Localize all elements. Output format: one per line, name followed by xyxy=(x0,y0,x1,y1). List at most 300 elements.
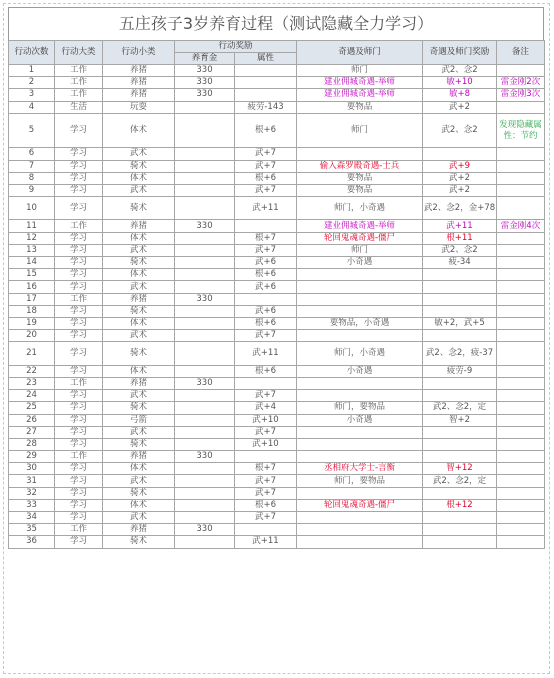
table-row xyxy=(9,317,545,329)
cell-encounter: 要物品，小奇遇 xyxy=(297,317,423,329)
cell-count: 1 xyxy=(9,65,55,77)
cell-category: 工作 xyxy=(55,220,103,232)
cell-subcategory: 骑术 xyxy=(103,257,175,269)
sheet-title: 五庄孩子3岁养育过程（测试隐藏全力学习） xyxy=(8,7,544,40)
table-row xyxy=(9,524,545,536)
cell-category: 学习 xyxy=(55,197,103,220)
cell-note xyxy=(497,281,545,293)
cell-count: 20 xyxy=(9,330,55,342)
cell-note xyxy=(497,330,545,342)
cell-count: 33 xyxy=(9,499,55,511)
cell-note: 发现隐藏属性：节约 xyxy=(497,113,545,148)
table-row xyxy=(9,172,545,184)
table-row xyxy=(9,160,545,172)
cell-subcategory: 体术 xyxy=(103,269,175,281)
cell-money: 330 xyxy=(175,377,235,389)
cell-encounter: 建业佣城奇遇-举师 xyxy=(297,89,423,101)
cell-money xyxy=(175,160,235,172)
cell-attribute xyxy=(235,89,297,101)
table-body xyxy=(9,65,545,549)
table-row xyxy=(9,414,545,426)
cell-money xyxy=(175,305,235,317)
cell-encounter xyxy=(297,426,423,438)
cell-note xyxy=(497,426,545,438)
cell-encounter xyxy=(297,330,423,342)
cell-encounter: 师门，小奇遇 xyxy=(297,197,423,220)
cell-count: 31 xyxy=(9,475,55,487)
table-row xyxy=(9,512,545,524)
table-row xyxy=(9,184,545,196)
table-row xyxy=(9,390,545,402)
cell-attribute xyxy=(235,77,297,89)
cell-money xyxy=(175,269,235,281)
cell-encounter-reward: 武+2 xyxy=(423,184,497,196)
cell-attribute: 根+6 xyxy=(235,113,297,148)
cell-subcategory: 武术 xyxy=(103,512,175,524)
cell-count: 23 xyxy=(9,377,55,389)
cell-subcategory: 弓箭 xyxy=(103,414,175,426)
cell-attribute: 武+7 xyxy=(235,330,297,342)
cell-count: 27 xyxy=(9,426,55,438)
cell-subcategory: 骑术 xyxy=(103,160,175,172)
cell-count: 22 xyxy=(9,365,55,377)
cell-encounter xyxy=(297,269,423,281)
cell-count: 25 xyxy=(9,402,55,414)
cell-category: 工作 xyxy=(55,89,103,101)
cell-encounter xyxy=(297,536,423,548)
cell-subcategory: 体术 xyxy=(103,365,175,377)
cell-attribute: 武+7 xyxy=(235,487,297,499)
cell-encounter: 建业佣城奇遇-举师 xyxy=(297,77,423,89)
cell-encounter: 师门，要物品 xyxy=(297,475,423,487)
cell-subcategory: 养猪 xyxy=(103,89,175,101)
table-row xyxy=(9,197,545,220)
cell-attribute: 武+6 xyxy=(235,257,297,269)
cell-encounter: 轮回鬼魂奇遇-僵尸 xyxy=(297,232,423,244)
cell-count: 3 xyxy=(9,89,55,101)
cell-note xyxy=(497,365,545,377)
table-row xyxy=(9,148,545,160)
cell-money xyxy=(175,475,235,487)
cell-encounter-reward: 武2、念2，金+78 xyxy=(423,197,497,220)
cell-encounter xyxy=(297,305,423,317)
cell-note xyxy=(497,487,545,499)
cell-category: 学习 xyxy=(55,438,103,450)
cell-money: 330 xyxy=(175,524,235,536)
cell-count: 13 xyxy=(9,244,55,256)
table-row xyxy=(9,365,545,377)
table-row xyxy=(9,487,545,499)
cell-encounter-reward: 武2、念2 xyxy=(423,113,497,148)
cell-note xyxy=(497,536,545,548)
cell-encounter-reward: 武2、念2，定 xyxy=(423,475,497,487)
table-row xyxy=(9,536,545,548)
cell-attribute: 根+6 xyxy=(235,499,297,511)
cell-count: 30 xyxy=(9,463,55,475)
cell-encounter: 小奇遇 xyxy=(297,414,423,426)
cell-note xyxy=(497,293,545,305)
table-row xyxy=(9,463,545,475)
cell-encounter-reward xyxy=(423,148,497,160)
cell-encounter-reward: 武+2 xyxy=(423,101,497,113)
cell-count: 9 xyxy=(9,184,55,196)
cell-attribute: 疲劳-143 xyxy=(235,101,297,113)
cell-subcategory: 养猪 xyxy=(103,451,175,463)
col-header-reward-group: 行动奖励 xyxy=(175,41,297,53)
cell-encounter-reward: 武2、念2，定 xyxy=(423,402,497,414)
cell-category: 工作 xyxy=(55,65,103,77)
cell-count: 12 xyxy=(9,232,55,244)
cell-attribute: 根+6 xyxy=(235,172,297,184)
cell-attribute: 武+7 xyxy=(235,184,297,196)
table-row xyxy=(9,293,545,305)
cell-attribute xyxy=(235,293,297,305)
cell-attribute: 武+10 xyxy=(235,438,297,450)
cell-subcategory: 武术 xyxy=(103,244,175,256)
cell-note: 雷金刚2次 xyxy=(497,77,545,89)
cell-encounter-reward xyxy=(423,536,497,548)
cell-note xyxy=(497,451,545,463)
cell-encounter-reward xyxy=(423,305,497,317)
cell-subcategory: 武术 xyxy=(103,330,175,342)
cell-encounter-reward: 武+2 xyxy=(423,172,497,184)
cell-subcategory: 体术 xyxy=(103,463,175,475)
cell-encounter-reward: 武+9 xyxy=(423,160,497,172)
cell-count: 4 xyxy=(9,101,55,113)
cell-note xyxy=(497,377,545,389)
cell-encounter xyxy=(297,293,423,305)
cell-money xyxy=(175,414,235,426)
cell-money: 330 xyxy=(175,65,235,77)
cell-subcategory: 骑术 xyxy=(103,487,175,499)
cell-money xyxy=(175,487,235,499)
cell-attribute: 武+7 xyxy=(235,426,297,438)
cell-encounter: 要物品 xyxy=(297,172,423,184)
cell-subcategory: 养猪 xyxy=(103,377,175,389)
cell-attribute: 武+11 xyxy=(235,342,297,365)
col-header-encounter: 奇遇及师门 xyxy=(297,41,423,65)
cell-encounter: 轮回鬼魂奇遇-僵尸 xyxy=(297,499,423,511)
cell-count: 36 xyxy=(9,536,55,548)
cell-attribute xyxy=(235,524,297,536)
cell-encounter: 要物品 xyxy=(297,101,423,113)
cell-encounter-reward xyxy=(423,330,497,342)
cell-money: 330 xyxy=(175,89,235,101)
cell-count: 26 xyxy=(9,414,55,426)
cell-category: 学习 xyxy=(55,463,103,475)
cell-money xyxy=(175,463,235,475)
cell-subcategory: 武术 xyxy=(103,281,175,293)
cell-subcategory: 体术 xyxy=(103,317,175,329)
cell-encounter-reward: 疲-34 xyxy=(423,257,497,269)
cell-count: 11 xyxy=(9,220,55,232)
cell-encounter: 偷入森罗殿奇遇-士兵 xyxy=(297,160,423,172)
cell-subcategory: 武术 xyxy=(103,390,175,402)
table-row xyxy=(9,244,545,256)
col-header-encounter-reward: 奇遇及师门奖励 xyxy=(423,41,497,65)
table-row xyxy=(9,113,545,148)
col-header-money: 养育金 xyxy=(175,53,235,65)
cell-encounter: 建业佣城奇遇-举师 xyxy=(297,220,423,232)
cell-count: 16 xyxy=(9,281,55,293)
cell-note xyxy=(497,148,545,160)
table-row xyxy=(9,426,545,438)
cell-category: 学习 xyxy=(55,536,103,548)
cell-money xyxy=(175,330,235,342)
cell-attribute: 根+6 xyxy=(235,269,297,281)
cell-encounter: 师门，小奇遇 xyxy=(297,342,423,365)
cell-subcategory: 骑术 xyxy=(103,402,175,414)
table-row xyxy=(9,77,545,89)
table-row xyxy=(9,377,545,389)
table-row xyxy=(9,269,545,281)
cell-encounter-reward xyxy=(423,487,497,499)
cell-attribute: 根+6 xyxy=(235,365,297,377)
cell-category: 工作 xyxy=(55,77,103,89)
cell-money xyxy=(175,536,235,548)
table-row xyxy=(9,220,545,232)
cell-money xyxy=(175,172,235,184)
cell-attribute: 武+11 xyxy=(235,536,297,548)
cell-note xyxy=(497,197,545,220)
cell-note xyxy=(497,232,545,244)
cell-attribute: 武+7 xyxy=(235,148,297,160)
cell-encounter: 师门，要物品 xyxy=(297,402,423,414)
cell-category: 工作 xyxy=(55,451,103,463)
cell-note xyxy=(497,438,545,450)
col-header-category: 行动大类 xyxy=(55,41,103,65)
cell-encounter xyxy=(297,487,423,499)
cell-note xyxy=(497,184,545,196)
cell-attribute: 武+7 xyxy=(235,244,297,256)
table-row xyxy=(9,281,545,293)
cell-subcategory: 养猪 xyxy=(103,524,175,536)
cell-money xyxy=(175,184,235,196)
table-row xyxy=(9,438,545,450)
cell-note xyxy=(497,414,545,426)
cell-count: 19 xyxy=(9,317,55,329)
cell-money: 330 xyxy=(175,451,235,463)
table-row xyxy=(9,451,545,463)
cell-note xyxy=(497,499,545,511)
cell-category: 学习 xyxy=(55,305,103,317)
cell-note xyxy=(497,172,545,184)
cell-encounter-reward xyxy=(423,293,497,305)
cell-note xyxy=(497,390,545,402)
table-row xyxy=(9,257,545,269)
cell-encounter xyxy=(297,512,423,524)
cell-encounter: 小奇遇 xyxy=(297,365,423,377)
cell-money xyxy=(175,390,235,402)
table-row xyxy=(9,475,545,487)
cell-encounter xyxy=(297,451,423,463)
cell-subcategory: 体术 xyxy=(103,232,175,244)
cell-money: 330 xyxy=(175,77,235,89)
cell-encounter-reward xyxy=(423,377,497,389)
cell-money xyxy=(175,232,235,244)
process-table xyxy=(8,40,545,549)
cell-subcategory: 养猪 xyxy=(103,293,175,305)
col-header-attribute: 属性 xyxy=(235,53,297,65)
cell-money xyxy=(175,257,235,269)
cell-category: 学习 xyxy=(55,414,103,426)
cell-subcategory: 骑术 xyxy=(103,342,175,365)
cell-subcategory: 武术 xyxy=(103,184,175,196)
cell-encounter-reward: 智+2 xyxy=(423,414,497,426)
cell-money xyxy=(175,402,235,414)
cell-attribute xyxy=(235,220,297,232)
cell-category: 学习 xyxy=(55,281,103,293)
cell-money xyxy=(175,101,235,113)
table-row xyxy=(9,89,545,101)
cell-encounter xyxy=(297,281,423,293)
cell-attribute: 根+7 xyxy=(235,232,297,244)
cell-money: 330 xyxy=(175,220,235,232)
cell-category: 学习 xyxy=(55,232,103,244)
cell-count: 29 xyxy=(9,451,55,463)
cell-encounter-reward xyxy=(423,281,497,293)
cell-subcategory: 武术 xyxy=(103,426,175,438)
cell-attribute: 武+4 xyxy=(235,402,297,414)
cell-count: 2 xyxy=(9,77,55,89)
cell-category: 学习 xyxy=(55,148,103,160)
cell-encounter-reward xyxy=(423,426,497,438)
cell-encounter-reward xyxy=(423,269,497,281)
table-row xyxy=(9,342,545,365)
cell-encounter-reward: 武2、念2，疲-37 xyxy=(423,342,497,365)
cell-note xyxy=(497,269,545,281)
cell-encounter-reward xyxy=(423,512,497,524)
cell-money: 330 xyxy=(175,293,235,305)
cell-attribute xyxy=(235,451,297,463)
cell-money xyxy=(175,317,235,329)
cell-subcategory: 体术 xyxy=(103,172,175,184)
cell-count: 8 xyxy=(9,172,55,184)
cell-money xyxy=(175,113,235,148)
col-header-note: 备注 xyxy=(497,41,545,65)
cell-subcategory: 武术 xyxy=(103,475,175,487)
cell-money xyxy=(175,197,235,220)
cell-subcategory: 玩耍 xyxy=(103,101,175,113)
cell-encounter xyxy=(297,390,423,402)
cell-count: 21 xyxy=(9,342,55,365)
cell-category: 学习 xyxy=(55,244,103,256)
cell-note xyxy=(497,160,545,172)
cell-encounter-reward: 武+11 xyxy=(423,220,497,232)
cell-attribute: 武+7 xyxy=(235,390,297,402)
cell-money xyxy=(175,342,235,365)
spreadsheet xyxy=(8,7,544,549)
cell-encounter-reward: 敏+8 xyxy=(423,89,497,101)
table-row xyxy=(9,65,545,77)
cell-encounter-reward: 敏+10 xyxy=(423,77,497,89)
table-row xyxy=(9,499,545,511)
cell-encounter xyxy=(297,438,423,450)
cell-encounter: 师门 xyxy=(297,65,423,77)
cell-encounter: 小奇遇 xyxy=(297,257,423,269)
cell-note xyxy=(497,512,545,524)
cell-attribute xyxy=(235,65,297,77)
cell-note xyxy=(497,475,545,487)
table-row xyxy=(9,101,545,113)
cell-encounter-reward: 根+12 xyxy=(423,499,497,511)
cell-encounter xyxy=(297,524,423,536)
cell-encounter-reward: 武2、念2 xyxy=(423,65,497,77)
cell-category: 学习 xyxy=(55,499,103,511)
cell-attribute: 武+11 xyxy=(235,197,297,220)
cell-subcategory: 武术 xyxy=(103,148,175,160)
cell-encounter-reward: 智+12 xyxy=(423,463,497,475)
cell-subcategory: 养猪 xyxy=(103,77,175,89)
cell-subcategory: 体术 xyxy=(103,113,175,148)
cell-encounter: 师门 xyxy=(297,113,423,148)
cell-category: 学习 xyxy=(55,317,103,329)
cell-subcategory: 骑术 xyxy=(103,438,175,450)
col-header-count: 行动次数 xyxy=(9,41,55,65)
cell-attribute: 武+7 xyxy=(235,160,297,172)
cell-count: 6 xyxy=(9,148,55,160)
cell-attribute: 根+6 xyxy=(235,317,297,329)
cell-category: 工作 xyxy=(55,524,103,536)
cell-attribute: 武+10 xyxy=(235,414,297,426)
cell-count: 28 xyxy=(9,438,55,450)
cell-category: 学习 xyxy=(55,342,103,365)
cell-count: 14 xyxy=(9,257,55,269)
cell-category: 学习 xyxy=(55,330,103,342)
cell-subcategory: 骑术 xyxy=(103,305,175,317)
cell-note xyxy=(497,257,545,269)
cell-category: 学习 xyxy=(55,512,103,524)
cell-category: 学习 xyxy=(55,269,103,281)
cell-note xyxy=(497,65,545,77)
cell-note xyxy=(497,524,545,536)
cell-encounter: 师门 xyxy=(297,244,423,256)
cell-subcategory: 养猪 xyxy=(103,220,175,232)
cell-count: 35 xyxy=(9,524,55,536)
cell-count: 34 xyxy=(9,512,55,524)
cell-encounter xyxy=(297,148,423,160)
cell-encounter: 要物品 xyxy=(297,184,423,196)
cell-money xyxy=(175,426,235,438)
cell-encounter-reward xyxy=(423,390,497,402)
cell-money xyxy=(175,438,235,450)
cell-encounter-reward xyxy=(423,524,497,536)
cell-category: 学习 xyxy=(55,172,103,184)
cell-note xyxy=(497,244,545,256)
cell-money xyxy=(175,512,235,524)
cell-note: 雷金刚4次 xyxy=(497,220,545,232)
col-header-subcategory: 行动小类 xyxy=(103,41,175,65)
cell-category: 学习 xyxy=(55,365,103,377)
cell-category: 学习 xyxy=(55,160,103,172)
cell-encounter-reward: 武2、念2 xyxy=(423,244,497,256)
cell-category: 工作 xyxy=(55,377,103,389)
cell-money xyxy=(175,244,235,256)
cell-note xyxy=(497,342,545,365)
cell-note xyxy=(497,317,545,329)
cell-encounter xyxy=(297,377,423,389)
cell-count: 10 xyxy=(9,197,55,220)
cell-encounter-reward: 根+11 xyxy=(423,232,497,244)
cell-subcategory: 骑术 xyxy=(103,536,175,548)
cell-category: 学习 xyxy=(55,487,103,499)
table-row xyxy=(9,402,545,414)
cell-category: 学习 xyxy=(55,475,103,487)
cell-note xyxy=(497,402,545,414)
cell-category: 学习 xyxy=(55,402,103,414)
cell-attribute: 根+7 xyxy=(235,463,297,475)
cell-encounter-reward xyxy=(423,451,497,463)
